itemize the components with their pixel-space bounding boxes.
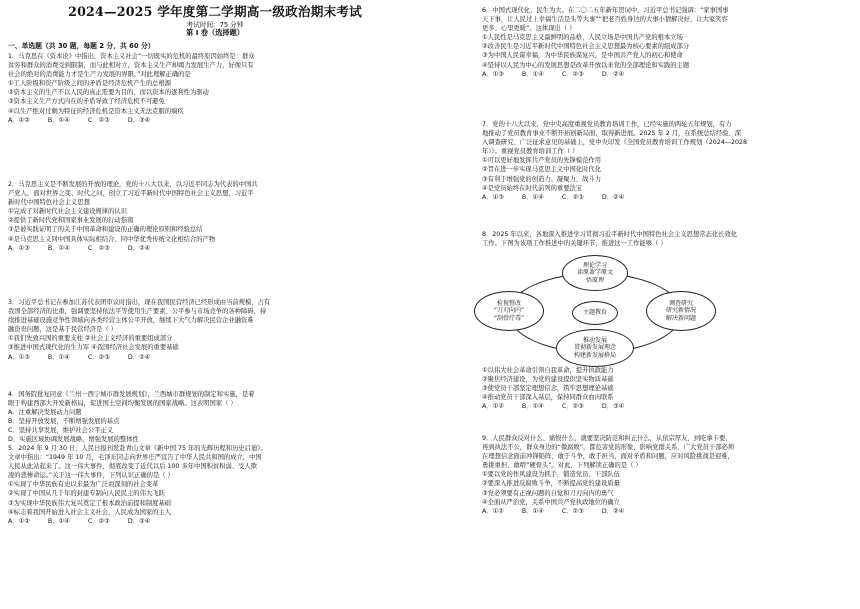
answer-choice: A．①③	[482, 70, 504, 78]
question-stem-line: 3．习近平总书记在参加江苏代表团审议时指出，现在我国民营经济已经形成由当前规模，占有	[8, 299, 271, 306]
option-item: ③党必须要有正视问题的自觉和刀刃向内的勇气	[482, 489, 614, 497]
question-stem-line: 产党人，面对世界之变、时代之问，创立了习近平新时代中国特色社会主义思想，习近平	[8, 190, 254, 198]
question-stem-line: 1．马克思在《资本论》中指出，资本主义社会“一切既实的危机的最终原因始终是：群众	[8, 53, 255, 60]
question-stem-line: 人民从此站起来了。这一伟大事件，彻底改变了近代以后 100 多年中国积贫积弱、受人欺	[8, 463, 258, 471]
answer-choices	[8, 244, 258, 253]
option-item: B．坚持开放发展，不断增强发展的基点	[8, 418, 120, 426]
option-item: ①我们先致兴国的重要支柱 ②社会主义经济的重要组成部分	[8, 335, 173, 343]
question-stem-line: 更多、心里更暖”。这体现出（ ）	[482, 25, 576, 33]
option-item: ④是马克思主义同中国具体实际相结合、同中华优秀传统文化相结合的产物	[8, 235, 216, 243]
option-item: ③使党员干部坚定理想信念，筑牢思想理论基础	[482, 385, 614, 393]
diagram-center: 主题教育	[572, 301, 618, 325]
answer-choices	[8, 517, 267, 526]
answer-choice: C．②③	[87, 244, 110, 252]
answer-choice: D．②④	[601, 507, 625, 515]
answer-choice: C．②③	[561, 193, 584, 201]
question-stem-line: 文章中指出：“1949 年 10 月，毛泽东同志向世界庄严宣告了中华人民共和国的成立，中国	[8, 454, 262, 462]
answer-choices	[8, 353, 270, 362]
option-item: ①工人阶级和资产阶级之间的矛盾是经济危机产生的总根源	[8, 80, 172, 88]
answer-choice: B．①④	[521, 507, 544, 515]
option-item: ④推动党员干部深入基层，保持同群众血肉联系	[482, 394, 614, 402]
answer-choice: A．①②	[482, 507, 504, 515]
answer-choice: C．②③	[87, 116, 110, 124]
question-stem-line: 5．2024 年 9 月 30 日，人民日报刊发赴青山文章《新中国 75 年的光辉历程和历史启迪》。	[8, 445, 267, 452]
answer-choices	[482, 402, 642, 411]
option-item: ④全面从严治党，关系中国共产党执政地位的确立	[482, 498, 620, 506]
option-item: ③有利于增强党的创造力、凝聚力、战斗力	[482, 175, 601, 183]
question-stem-line: 工作。下图为该项工作推进中的关键环节，推进这一工作能够（ ）	[482, 240, 667, 248]
question-stem-line: 年）》。重视党员教育培训工作（ ）	[482, 148, 579, 156]
option-item: ①实现了中华民族有史以来最为广泛而深刻的社会变革	[8, 481, 159, 489]
answer-choice: B．①④	[47, 353, 70, 361]
answer-choice: B．①④	[521, 70, 544, 78]
answer-choice: A．①③	[8, 353, 30, 361]
answer-choice: B．①④	[521, 403, 544, 411]
question-stem-line: 再到执法不公，群众身边的“微腐败”，都危害党的形象，影响党群关系，广大党员干部必须	[482, 444, 735, 452]
question-stem-line: 贫穷和群众的消费受到限制，而与此相对立，资本主义生产却竭力发展生产力，好像只有	[8, 62, 254, 70]
diagram-right: 调查研究 研究新情况 解决新问题	[646, 291, 716, 331]
answer-choices	[482, 507, 734, 516]
question-stem-line: 7．党的十八大以来，党中央高度重视党员教育培训工作，已经实施的两轮五年规划，有力	[482, 121, 732, 128]
option-item: ④以生产绝对过剩为特征的经济危机是资本主义无法克服的痼疾	[8, 107, 184, 115]
answer-choice: C．②③	[561, 70, 584, 78]
option-item: ③是被实践证明了的关于中国革命和建设的正确的理论原则和经验总结	[8, 226, 203, 234]
option-item: ②要深入推进反腐败斗争，不断提高党的建设质量	[482, 480, 620, 488]
question-8	[482, 230, 737, 248]
diagram-top: 理论学习 读原著学原文 悟原理	[562, 255, 628, 291]
option-item: ①人民性是马克思主义最鲜明的品格，人民立场是中国共产党的根本立场	[482, 34, 683, 42]
answer-choice: D．②④	[127, 353, 151, 361]
question-7	[482, 120, 747, 202]
answer-choice: B．①④	[47, 116, 70, 124]
answer-choice: D．②④	[601, 70, 625, 78]
answer-choice: C．②③	[87, 353, 110, 361]
answer-choice: A．①③	[8, 244, 30, 252]
diagram-bottom: 推动发展 贯彻新发展理念 构建新发展格局	[556, 329, 634, 367]
section-heading: 一、单选题（共 30 题，每题 2 分，共 60 分）	[8, 42, 155, 50]
answer-choice: B．①④	[521, 193, 544, 201]
option-item: ③推进中国式现代化的生力军 ④我国经济社会发展的重要基础	[8, 344, 179, 352]
question-stem-line: 社会的绝对的消费能力才是生产力发展的界限，”对此理解正确的是	[8, 71, 191, 79]
answer-choices	[482, 70, 729, 79]
option-item: C．坚持共享发展，维护社会公平正义	[8, 427, 114, 435]
question-1	[8, 52, 255, 125]
option-item: ①以伟大社会革命引领自我革命，提升执政能力	[482, 367, 614, 374]
option-item: ①要以党的作风建设为抓手，锻造党员、干部队伍	[482, 471, 620, 479]
option-item: ②旨在进一步实现马克思主义中国化时代化	[482, 166, 601, 174]
q8-diagram	[474, 255, 714, 365]
question-stem-line: 8．2025 年以来，各地深入推进学习贯彻习近平新时代中国特色社会主义思想常态化长效化	[482, 231, 738, 238]
option-item: ④标志着我国开始进入社会主义社会，人民成为国家的主人	[8, 508, 172, 516]
answer-choice: D．③④	[601, 403, 625, 411]
question-10	[482, 434, 734, 516]
question-stem-line: 入调查研究、广泛征求意见的基础上，党中央印发《全国党员教育培训工作规划（2024—2028	[482, 139, 748, 147]
question-4	[8, 390, 254, 445]
question-stem-line: 2．马克思主义是不断发展的开放的理论，党的十八大以来，以习近平同志为代表的中国共	[8, 181, 258, 188]
option-item: ③为中国人民谋幸福，为中华民族谋复兴，是中国共产党人的初心和使命	[482, 52, 683, 60]
question-stem-line: 地推动了党员教育事业不断开拓创新局面，取得新进展。2025 年 2 月，在系统总结经验、深	[482, 130, 742, 138]
question-stem-line: 眼于构建西部大开发新格局，促进国土空间均衡发展的国家战略。这表明国家（ ）	[8, 400, 237, 408]
question-stem-line: 续推进基础设施竞争性领域向各类经营主体公平开放，继续下大气力解决民营企业融资难	[8, 317, 254, 325]
exam-time: 考试时间：75 分钟	[186, 21, 244, 29]
answer-choice: A．①②	[482, 403, 504, 411]
option-item: ④坚持以人民为中心的发展思想是改革开放以来党的全部理论和实践的主题	[482, 61, 690, 69]
question-stem-line: 6．中国式现代化，民生为大。在二〇二五年新年贺词中，习近平总书记强调：“家事国事	[482, 7, 729, 14]
option-item: ①可以更好地发挥共产党员的先锋模范作用	[482, 157, 601, 165]
answer-choice: B．①④	[47, 517, 70, 525]
answer-choice: C．②③	[561, 403, 584, 411]
question-2	[8, 180, 258, 253]
option-item: ②改善民生是习近平新时代中国特色社会主义思想最为核心要素的组成部分	[482, 43, 690, 51]
question-9	[482, 366, 642, 411]
answer-choice: C．②③	[561, 507, 584, 515]
option-item: ②提供了新时代党和国家事业发展的行动指南	[8, 217, 134, 225]
diagram-left: 检视整改 “刀刃向内” “刮骨疗毒”	[474, 291, 544, 331]
answer-choice: A．①③	[482, 193, 504, 201]
answer-choice: D．②④	[127, 244, 151, 252]
question-3	[8, 298, 270, 362]
question-5	[8, 444, 267, 526]
question-stem-line: 天下事，让人民过上幸福生活是头等大事”“把老百姓身边的大事小情解决好，让大家笑容	[482, 16, 728, 24]
answer-choice: D．③④	[127, 116, 151, 124]
option-item: A．注重解决发展动力问题	[8, 409, 82, 417]
option-item: D．实施区域协调发展战略，增强发展的整体性	[8, 436, 139, 444]
answer-choices	[482, 193, 747, 202]
option-item: ①完成了对新时代社会主义建设规律的认识	[8, 208, 127, 216]
answer-choice: A．①②	[8, 116, 30, 124]
exam-title: 2024—2025 学年度第二学期高一级政治期末考试	[68, 4, 362, 19]
question-stem-line: 勇挑重担、敢啃“硬骨头”。对此，下列解读正确的是（ ）	[482, 462, 642, 470]
option-item: ②聚焦经济建设，为党的建设提供坚实物质基础	[482, 376, 614, 384]
option-item: ③为实现中华民族伟大复兴奠定了根本政治前提和制度基础	[8, 499, 172, 507]
exam-part: 第 I 卷（选择题）	[186, 28, 244, 37]
question-6	[482, 6, 729, 79]
option-item: ②实现了中国从几千年的封建专制向人民民主的伟大飞跃	[8, 490, 165, 498]
question-stem-line: 9．人民群众反对什么、痛恨什么，就要坚决防范和纠正什么，从依宗厚友，到吃拿卡要，	[482, 435, 732, 442]
option-item: ④是党员始终在时代前列的重要法宝	[482, 184, 583, 192]
answer-choice: B．①④	[47, 244, 70, 252]
answer-choice: D．②④	[601, 193, 625, 201]
question-stem-line: 在理想信念面前冲锋陷阵、敢于斗争，敢于担当，面对矛盾和问题，应对风险挑战是迎难，	[482, 453, 734, 461]
question-stem-line: 融资贵问题，这是基于民营经济是（ ）	[8, 326, 118, 334]
answer-choice: C．②③	[87, 517, 110, 525]
option-item: ③资本主义生产方式内在的矛盾导致了经济危机不可避免	[8, 98, 165, 106]
answer-choices	[8, 116, 255, 125]
answer-choice: D．③④	[127, 517, 151, 525]
question-stem-line: 我国全部经济的比重，强调要坚持依法平等使用生产要素、公平参与市场竞争的各种障碍，持	[8, 308, 267, 316]
question-stem-line: 凌的悲惨命运。”关于这一伟大事件，下列认识正确的是（ ）	[8, 472, 174, 480]
answer-choice: A．①②	[8, 517, 30, 525]
option-item: ②资本主义的生产不以人民的真正需要为目的，而以资本的逐利性为驱动	[8, 89, 209, 97]
question-stem-line: 新时代中国特色社会主义思想	[8, 199, 90, 207]
question-stem-line: 4．国务院批复同意《兰州一西宁城市群发展规划》，兰西城市群规划的制定和实施，是着	[8, 391, 255, 398]
